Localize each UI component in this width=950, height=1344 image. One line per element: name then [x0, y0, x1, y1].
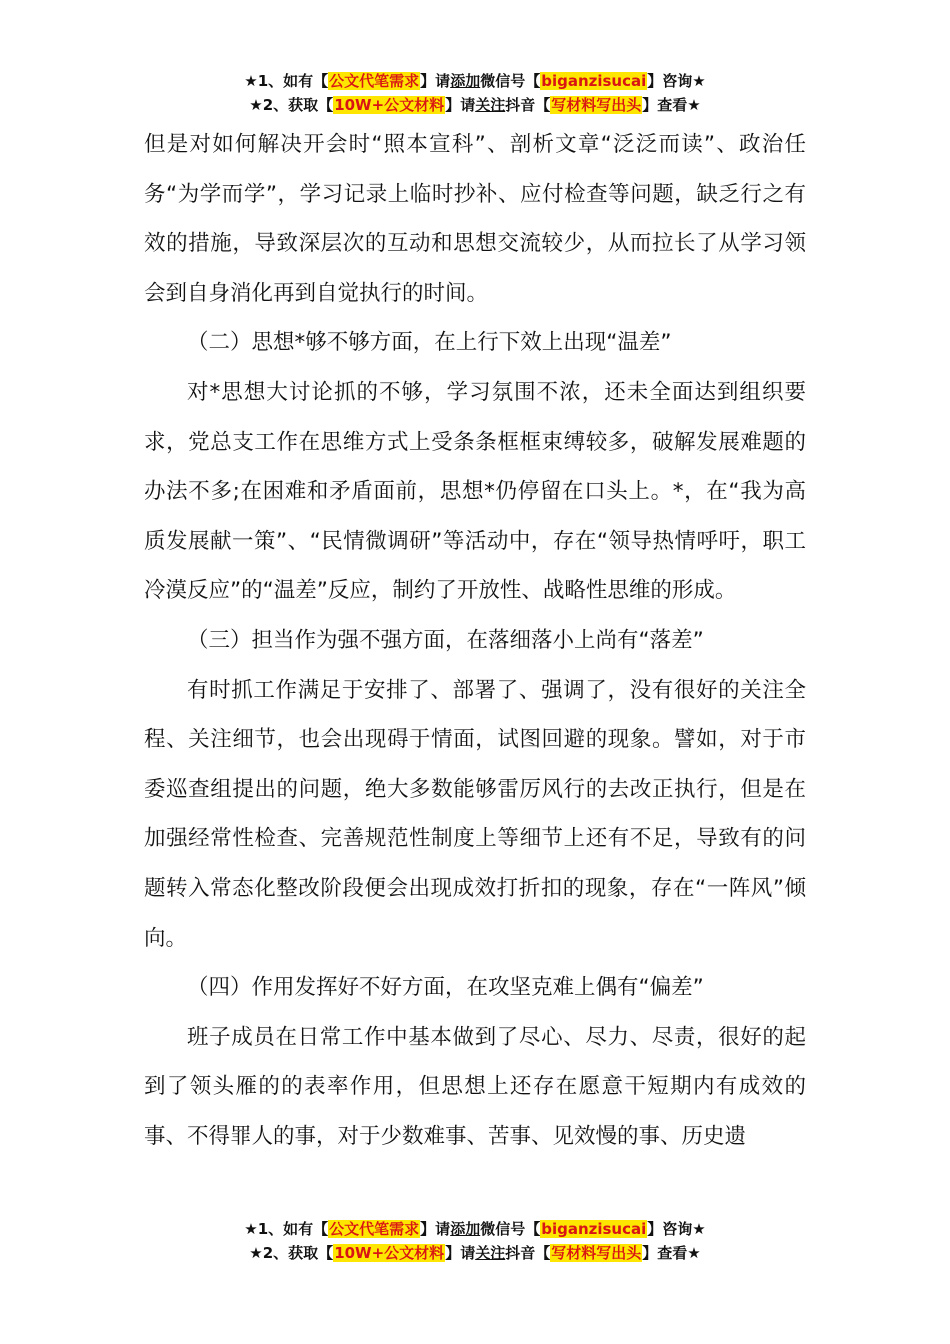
promo-text: 微信号【 — [480, 72, 541, 90]
promo-text: 】请 — [420, 72, 451, 90]
promo-prefix: ★2、获取【 — [249, 96, 334, 114]
promo-highlight-douyin-id: 写材料写出头 — [551, 1244, 642, 1262]
header-promo-line-2 — [0, 93, 950, 117]
promo-prefix: ★1、如有【 — [244, 1220, 329, 1238]
promo-highlight-wechat-id: biganzisucai — [541, 1220, 647, 1238]
promo-underlined-text: 添加 — [450, 1220, 481, 1238]
promo-highlight-service: 公文代笔需求 — [329, 1220, 420, 1238]
section-heading-2: （二）思想*够不够方面，在上行下效上出现“温差” — [187, 330, 672, 356]
promo-suffix: 】咨询★ — [647, 1220, 706, 1238]
promo-underlined-text: 添加 — [450, 72, 481, 90]
document-body — [144, 120, 806, 1161]
body-paragraph: 对*思想大讨论抓的不够，学习氛围不浓，还未全面达到组织要求，党总支工作在思维方式上受条条框框束缚较多，破解发展难题的办法不多;在困难和矛盾面前，思想*仍停留在口头上。*，在“我为高质发展献一策”、“民情微调研”等活动中，存在“领导热情呼吁，职工冷漠反应”的“温差”反应，制约了开放性、战略性思维的形成。 — [144, 379, 806, 604]
promo-text: 抖音【 — [505, 1244, 551, 1262]
body-paragraph: 班子成员在日常工作中基本做到了尽心、尽力、尽责，很好的起到了领头雁的的表率作用，但思想上还存在愿意干短期内有成效的事、不得罪人的事，对于少数难事、苦事、见效慢的事、历史遗 — [144, 1024, 806, 1149]
promo-highlight-materials: 10W+公文材料 — [334, 1244, 445, 1262]
promo-highlight-materials: 10W+公文材料 — [334, 96, 445, 114]
promo-underlined-text: 关注 — [475, 1244, 506, 1262]
promo-suffix: 】咨询★ — [647, 72, 706, 90]
section-heading-4: （四）作用发挥好不好方面，在攻坚克难上偶有“偏差” — [187, 975, 704, 1001]
promo-underlined-text: 关注 — [475, 96, 506, 114]
promo-text: 微信号【 — [480, 1220, 541, 1238]
footer-promo-line-2 — [0, 1241, 950, 1265]
promo-highlight-service: 公文代笔需求 — [329, 72, 420, 90]
promo-suffix: 】查看★ — [642, 1244, 701, 1262]
promo-prefix: ★2、获取【 — [249, 1244, 334, 1262]
promo-text: 】请 — [420, 1220, 451, 1238]
section-heading-3: （三）担当作为强不强方面，在落细落小上尚有“落差” — [187, 627, 704, 653]
promo-highlight-douyin-id: 写材料写出头 — [551, 96, 642, 114]
promo-suffix: 】查看★ — [642, 96, 701, 114]
promo-text: 】请 — [445, 96, 476, 114]
promo-prefix: ★1、如有【 — [244, 72, 329, 90]
promo-text: 】请 — [445, 1244, 476, 1262]
promo-highlight-wechat-id: biganzisucai — [541, 72, 647, 90]
body-paragraph-continued: 但是对如何解决开会时“照本宣科”、剖析文章“泛泛而读”、政治任务“为学而学”，学习记录上临时抄补、应付检查等问题，缺乏行之有效的措施，导致深层次的互动和思想交流较少，从而拉长了从学习领会到自身消化再到自觉执行的时间。 — [144, 132, 806, 306]
promo-text: 抖音【 — [505, 96, 551, 114]
body-paragraph: 有时抓工作满足于安排了、部署了、强调了，没有很好的关注全程、关注细节，也会出现碍于情面，试图回避的现象。譬如，对于市委巡查组提出的问题，绝大多数能够雷厉风行的去改正执行，但是在加强经常性检查、完善规范性制度上等细节上还有不足，导致有的问题转入常态化整改阶段便会出现成效打折扣的现象，存在“一阵风”倾向。 — [144, 677, 806, 951]
header-promo-line-1 — [0, 69, 950, 93]
footer-promo-line-1 — [0, 1217, 950, 1241]
